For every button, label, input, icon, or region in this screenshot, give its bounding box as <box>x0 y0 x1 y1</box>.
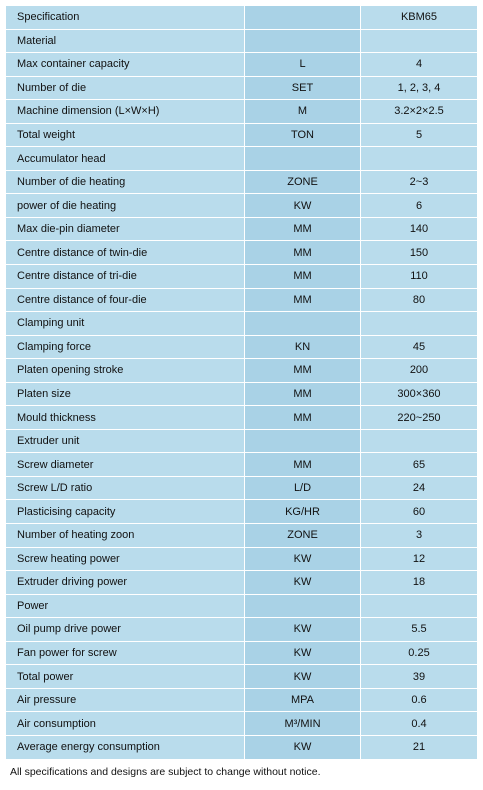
spec-value-cell: 39 <box>361 665 478 689</box>
spec-row <box>6 123 478 147</box>
spec-row <box>6 735 478 759</box>
spec-name-cell: Total power <box>6 665 245 689</box>
spec-row <box>6 453 478 477</box>
spec-value-cell: 65 <box>361 453 478 477</box>
spec-value-cell <box>361 594 478 618</box>
spec-name-cell: Extruder driving power <box>6 571 245 595</box>
spec-unit-cell: MM <box>245 406 361 430</box>
spec-unit-cell <box>245 29 361 53</box>
spec-name-cell: Total weight <box>6 123 245 147</box>
spec-row <box>6 312 478 336</box>
spec-row <box>6 53 478 77</box>
spec-unit-cell: KW <box>245 665 361 689</box>
spec-name-cell: Specification <box>6 6 245 30</box>
spec-unit-cell: KW <box>245 194 361 218</box>
spec-name-cell: Screw L/D ratio <box>6 476 245 500</box>
spec-value-cell: 0.6 <box>361 688 478 712</box>
spec-name-cell: Number of die <box>6 76 245 100</box>
spec-row <box>6 29 478 53</box>
spec-unit-cell: KG/HR <box>245 500 361 524</box>
spec-row <box>6 406 478 430</box>
spec-name-cell: Fan power for screw <box>6 641 245 665</box>
spec-name-cell: Clamping unit <box>6 312 245 336</box>
spec-row <box>6 618 478 642</box>
spec-row <box>6 571 478 595</box>
spec-unit-cell: KN <box>245 335 361 359</box>
spec-value-cell: 6 <box>361 194 478 218</box>
spec-row <box>6 594 478 618</box>
spec-value-cell: 3 <box>361 524 478 548</box>
spec-unit-cell: KW <box>245 641 361 665</box>
spec-unit-cell: KW <box>245 571 361 595</box>
disclaimer-footnote: All specifications and designs are subject to change without notice. <box>10 766 321 778</box>
spec-value-cell <box>361 29 478 53</box>
spec-value-cell: 110 <box>361 265 478 289</box>
spec-name-cell: Accumulator head <box>6 147 245 171</box>
spec-row <box>6 194 478 218</box>
spec-unit-cell: MPA <box>245 688 361 712</box>
spec-name-cell: Air pressure <box>6 688 245 712</box>
spec-name-cell: Centre distance of four-die <box>6 288 245 312</box>
spec-value-cell: 5 <box>361 123 478 147</box>
spec-row <box>6 241 478 265</box>
spec-name-cell: Air consumption <box>6 712 245 736</box>
spec-name-cell: Extruder unit <box>6 429 245 453</box>
spec-value-cell: 300×360 <box>361 382 478 406</box>
spec-unit-cell: SET <box>245 76 361 100</box>
spec-row <box>6 524 478 548</box>
spec-unit-cell: ZONE <box>245 524 361 548</box>
spec-value-cell: 21 <box>361 735 478 759</box>
spec-value-cell: 2~3 <box>361 170 478 194</box>
spec-row <box>6 265 478 289</box>
spec-value-cell: 0.4 <box>361 712 478 736</box>
spec-value-cell: 5.5 <box>361 618 478 642</box>
spec-value-cell: 220~250 <box>361 406 478 430</box>
spec-row <box>6 76 478 100</box>
spec-unit-cell: MM <box>245 453 361 477</box>
spec-name-cell: Material <box>6 29 245 53</box>
spec-value-cell <box>361 147 478 171</box>
spec-value-cell <box>361 312 478 336</box>
spec-unit-cell: MM <box>245 217 361 241</box>
spec-value-cell: 12 <box>361 547 478 571</box>
spec-row <box>6 547 478 571</box>
spec-unit-cell: M³/MIN <box>245 712 361 736</box>
spec-value-cell: 150 <box>361 241 478 265</box>
spec-unit-cell <box>245 429 361 453</box>
spec-name-cell: Max die-pin diameter <box>6 217 245 241</box>
spec-name-cell: Power <box>6 594 245 618</box>
spec-name-cell: Screw diameter <box>6 453 245 477</box>
spec-unit-cell: KW <box>245 618 361 642</box>
spec-unit-cell: ZONE <box>245 170 361 194</box>
spec-row <box>6 641 478 665</box>
spec-name-cell: Platen size <box>6 382 245 406</box>
spec-row <box>6 100 478 124</box>
spec-unit-cell <box>245 147 361 171</box>
spec-unit-cell: L/D <box>245 476 361 500</box>
specification-table <box>5 5 478 760</box>
spec-row <box>6 217 478 241</box>
spec-value-cell: 24 <box>361 476 478 500</box>
spec-unit-cell: TON <box>245 123 361 147</box>
spec-name-cell: Number of die heating <box>6 170 245 194</box>
spec-unit-cell: L <box>245 53 361 77</box>
spec-name-cell: Max container capacity <box>6 53 245 77</box>
spec-value-cell: 0.25 <box>361 641 478 665</box>
spec-value-cell: KBM65 <box>361 6 478 30</box>
spec-unit-cell <box>245 594 361 618</box>
spec-value-cell: 18 <box>361 571 478 595</box>
spec-row <box>6 500 478 524</box>
spec-row <box>6 359 478 383</box>
spec-value-cell: 4 <box>361 53 478 77</box>
spec-value-cell: 45 <box>361 335 478 359</box>
spec-row <box>6 335 478 359</box>
spec-row <box>6 6 478 30</box>
spec-name-cell: Clamping force <box>6 335 245 359</box>
spec-row <box>6 688 478 712</box>
spec-unit-cell <box>245 312 361 336</box>
spec-unit-cell: KW <box>245 735 361 759</box>
spec-row <box>6 712 478 736</box>
spec-value-cell: 140 <box>361 217 478 241</box>
spec-value-cell: 80 <box>361 288 478 312</box>
spec-name-cell: Screw heating power <box>6 547 245 571</box>
spec-name-cell: power of die heating <box>6 194 245 218</box>
spec-unit-cell: M <box>245 100 361 124</box>
spec-name-cell: Mould thickness <box>6 406 245 430</box>
spec-value-cell: 60 <box>361 500 478 524</box>
spec-name-cell: Platen opening stroke <box>6 359 245 383</box>
spec-value-cell: 200 <box>361 359 478 383</box>
spec-name-cell: Number of heating zoon <box>6 524 245 548</box>
spec-row <box>6 476 478 500</box>
spec-name-cell: Centre distance of twin-die <box>6 241 245 265</box>
spec-row <box>6 147 478 171</box>
spec-row <box>6 288 478 312</box>
spec-name-cell: Oil pump drive power <box>6 618 245 642</box>
spec-row <box>6 665 478 689</box>
spec-row <box>6 170 478 194</box>
spec-name-cell: Machine dimension (L×W×H) <box>6 100 245 124</box>
spec-unit-cell: MM <box>245 288 361 312</box>
spec-unit-cell: MM <box>245 241 361 265</box>
spec-name-cell: Centre distance of tri-die <box>6 265 245 289</box>
spec-name-cell: Average energy consumption <box>6 735 245 759</box>
specification-table-body <box>6 6 478 760</box>
spec-name-cell: Plasticising capacity <box>6 500 245 524</box>
spec-unit-cell: MM <box>245 359 361 383</box>
spec-unit-cell: MM <box>245 265 361 289</box>
spec-value-cell <box>361 429 478 453</box>
spec-unit-cell: MM <box>245 382 361 406</box>
spec-row <box>6 429 478 453</box>
spec-row <box>6 382 478 406</box>
spec-unit-cell <box>245 6 361 30</box>
spec-unit-cell: KW <box>245 547 361 571</box>
spec-value-cell: 3.2×2×2.5 <box>361 100 478 124</box>
spec-value-cell: 1, 2, 3, 4 <box>361 76 478 100</box>
